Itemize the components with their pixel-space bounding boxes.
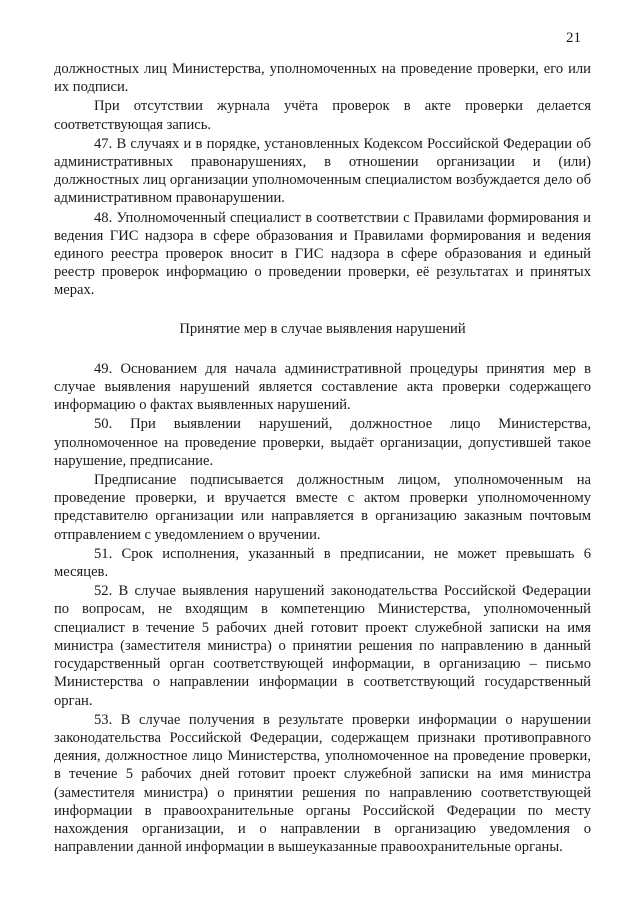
document-body	[54, 60, 591, 856]
section-heading: Принятие мер в случае выявления нарушений	[179, 320, 466, 337]
paragraph-47: 47. В случаях и в порядке, установленных Кодексом Российской Федерации об административных правонарушениях, в отношении организации и (или) должностных лиц организации уполномоченным специалистом возбуждается дело об административном правонарушении.	[54, 135, 591, 207]
paragraph-52: 52. В случае выявления нарушений законодательства Российской Федерации по вопросам, не входящим в компетенцию Министерства, уполномоченный специалист в течение 5 рабочих дней готовит проект служебной записки на имя министра (заместителя министра) о принятии решения по направлению в данный государственный орган соответствующей информации, в организацию – письмо Министерства о направлении информации в соответствующий государственный орган.	[54, 583, 591, 709]
paragraph-continuation: должностных лиц Министерства, уполномоченных на проведение проверки, его или их подписи.	[54, 61, 591, 96]
paragraph-51: 51. Срок исполнения, указанный в предписании, не может превышать 6 месяцев.	[54, 545, 591, 581]
paragraph-50: 50. При выявлении нарушений, должностное лицо Министерства, уполномоченное на проведение проверки, выдаёт организации, допустившей такое нарушение, предписание.	[54, 416, 591, 469]
page-number: 21	[566, 30, 581, 46]
paragraph-48: 48. Уполномоченный специалист в соответствии с Правилами формирования и ведения ГИС надзора в сфере образования и Правилами формирования и ведения единого реестра проверок вносит в ГИС надзора в сфере образования и единый реестр проверок информацию о проведении проверки, её результатах и принятых мерах.	[54, 209, 591, 299]
paragraph: Предписание подписывается должностным лицом, уполномоченным на проведение проверки, и вручается вместе с актом проверки уполномоченному представителю организации или направляется в организацию заказным почтовым отправлением с уведомлением о вручении.	[54, 472, 591, 543]
paragraph-53: 53. В случае получения в результате проверки информации о нарушении законодательства Российской Федерации, содержащем признаки противоправного деяния, должностное лицо Министерства, уполномоченное на проведение проверки, в течение 5 рабочих дней готовит проект служебной записки на имя министра (заместителя министра) о принятии решения по направлению соответствующей информации в правоохранительные органы Российской Федерации по месту нахождения организации, и о направлении в организацию уведомления о направлении данной информации в вышеуказанные правоохранительные органы.	[54, 711, 591, 856]
paragraph-49: 49. Основанием для начала административной процедуры принятия мер в случае выявления нарушений является составление акта проверки содержащего информацию о фактах выявленных нарушений.	[54, 360, 591, 414]
paragraph: При отсутствии журнала учёта проверок в акте проверки делается соответствующая запись.	[54, 98, 591, 133]
